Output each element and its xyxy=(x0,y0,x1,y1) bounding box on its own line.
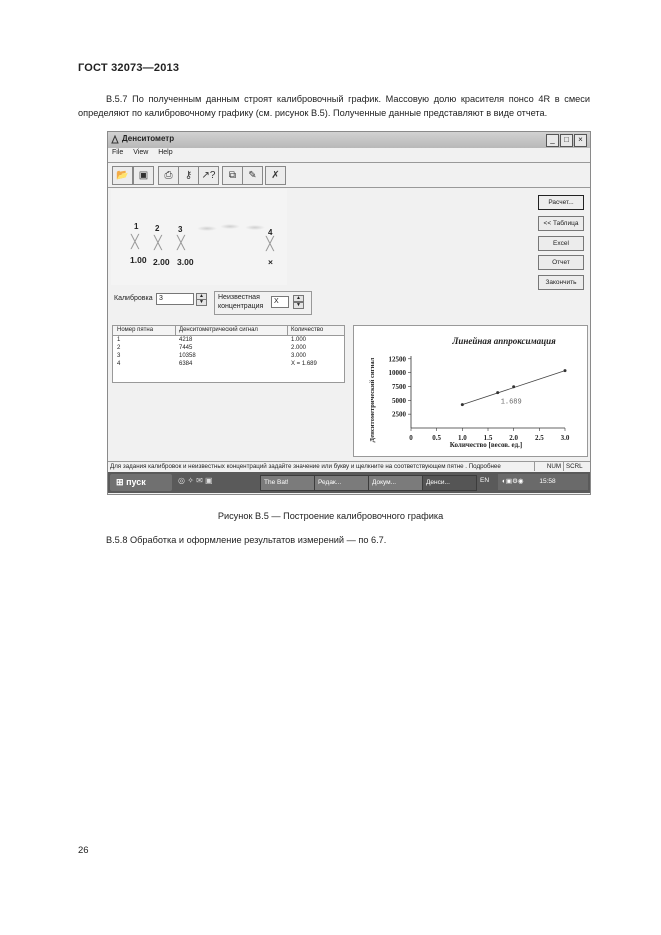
results-table[interactable] xyxy=(112,325,345,383)
menu-help[interactable]: Help xyxy=(158,149,173,156)
quicklaunch-icons[interactable]: ◎ ✧ ✉ ▣ xyxy=(178,476,213,485)
calibration-chart xyxy=(353,325,588,457)
windows-icon: ⊞ xyxy=(116,477,124,487)
chart-title: Линейная аппроксимация xyxy=(452,336,556,346)
table-cell: 4218 xyxy=(179,337,193,343)
report-button[interactable]: Отчет xyxy=(538,255,584,270)
table-cell: 10358 xyxy=(179,353,196,359)
table-cell: 3 xyxy=(117,353,121,359)
edit-icon[interactable]: ✎ xyxy=(242,166,263,185)
spot-value: 3.00 xyxy=(177,257,194,267)
spot-value: 2.00 xyxy=(153,257,170,267)
menu-view[interactable]: View xyxy=(133,149,149,156)
print-icon[interactable]: ⎙ xyxy=(158,166,179,185)
help-icon[interactable]: ↗? xyxy=(198,166,219,185)
table-cell: 3.000 xyxy=(291,353,307,359)
data-point xyxy=(496,391,499,394)
column-header: Номер пятна xyxy=(117,327,154,333)
unknown-spot-marker: × xyxy=(268,257,273,267)
spot-streak xyxy=(197,226,217,231)
table-cell: 7445 xyxy=(179,345,193,351)
spin-up-icon[interactable]: ▲ xyxy=(293,295,304,302)
page-number: 26 xyxy=(78,845,89,856)
close-button[interactable]: × xyxy=(574,134,587,147)
x-tick-label: 2.0 xyxy=(509,434,519,442)
unknown-input[interactable]: X xyxy=(271,296,289,308)
system-tray xyxy=(498,474,588,490)
x-axis-label: Количество [весов. ед.] xyxy=(449,441,523,449)
document-header: ГОСТ 32073—2013 xyxy=(78,62,180,74)
tray-icons[interactable]: ◐▣⚙◉ xyxy=(502,478,524,485)
table-cell: 4 xyxy=(117,361,121,367)
y-tick-label: 5000 xyxy=(392,396,406,405)
y-axis-label: Денситометрический сигнал xyxy=(369,357,376,443)
status-text: Для задания калибровок и неизвестных концентраций задайте значение или букву и щелкните на соответствующем пятне . Подробнее xyxy=(110,463,501,470)
spot-streak xyxy=(220,224,240,229)
column-header: Денситометрический сигнал xyxy=(179,327,258,333)
spin-up-icon[interactable]: ▲ xyxy=(196,293,207,300)
table-cell: X = 1.689 xyxy=(291,361,317,367)
chart-svg xyxy=(354,326,587,456)
unknown-label: Неизвестная xyxy=(218,294,260,301)
clock: 15:58 xyxy=(539,478,556,485)
column-header: Количество xyxy=(291,327,324,333)
finish-button[interactable]: Закончить xyxy=(538,275,584,290)
task-thebat[interactable]: The Bat! xyxy=(260,475,315,491)
plate-image[interactable] xyxy=(111,189,287,285)
x-tick-label: 1.0 xyxy=(457,434,467,442)
menu-bar xyxy=(108,149,590,161)
spot-mark: ╳ xyxy=(154,235,162,250)
table-header xyxy=(113,326,344,336)
maximize-button[interactable]: □ xyxy=(560,134,573,147)
y-tick-label: 7500 xyxy=(392,382,406,391)
spot-mark: ╳ xyxy=(131,234,139,249)
x-tick-label: 0.5 xyxy=(432,434,442,442)
toolbar xyxy=(108,162,590,188)
spot-value: 1.00 xyxy=(130,255,147,265)
task-densitometer[interactable]: Денси... xyxy=(422,475,477,491)
point-annotation: 1.689 xyxy=(500,398,522,407)
spot-number: 3 xyxy=(178,225,183,234)
menu-file[interactable]: File xyxy=(112,149,124,156)
task-editor[interactable]: Редак... xyxy=(314,475,369,491)
app-icon xyxy=(111,135,119,144)
start-button[interactable] xyxy=(110,474,172,491)
spot-mark: ╳ xyxy=(177,235,185,250)
x-tick-label: 0 xyxy=(409,434,413,442)
spot-number: 1 xyxy=(134,222,139,231)
open-icon[interactable]: 📂 xyxy=(112,166,133,185)
data-point xyxy=(512,385,515,388)
spot-number: 4 xyxy=(268,228,273,237)
spot-number: 2 xyxy=(155,224,160,233)
save-icon[interactable]: ▣ xyxy=(133,166,154,185)
unknown-label: концентрация xyxy=(218,303,264,310)
excel-button[interactable]: Excel xyxy=(538,236,584,251)
calibration-input[interactable]: 3 xyxy=(156,293,194,305)
table-cell: 6384 xyxy=(179,361,193,367)
spin-down-icon[interactable]: ▼ xyxy=(196,299,207,306)
x-tick-label: 3.0 xyxy=(560,434,570,442)
unknown-concentration-group xyxy=(214,291,312,315)
minimize-button[interactable]: _ xyxy=(546,134,559,147)
scrl-indicator: SCRL xyxy=(563,462,592,471)
calc-button[interactable]: Расчет... xyxy=(538,195,584,210)
window-titlebar xyxy=(108,132,590,148)
status-bar xyxy=(108,461,590,472)
figure-caption: Рисунок В.5 — Построение калибровочного графика xyxy=(217,511,444,521)
densitometer-window xyxy=(107,131,591,495)
data-point xyxy=(461,403,464,406)
table-cell: 2 xyxy=(117,345,121,351)
spot-streak xyxy=(245,225,265,230)
spin-down-icon[interactable]: ▼ xyxy=(293,302,304,309)
taskbar xyxy=(108,472,590,493)
copy-icon[interactable]: ⧉ xyxy=(222,166,243,185)
table-cell: 1.000 xyxy=(291,337,307,343)
num-indicator: NUM xyxy=(534,462,561,471)
key-icon[interactable]: ⚷ xyxy=(178,166,199,185)
cancel-icon[interactable]: ✗ xyxy=(265,166,286,185)
table-cell: 1 xyxy=(117,337,121,343)
y-tick-label: 12500 xyxy=(388,355,406,364)
data-point xyxy=(564,369,567,372)
y-tick-label: 10000 xyxy=(388,369,406,378)
x-tick-label: 1.5 xyxy=(483,434,493,442)
start-label: пуск xyxy=(126,477,146,487)
table-cell: 2.000 xyxy=(291,345,307,351)
x-tick-label: 2.5 xyxy=(534,434,544,442)
language-indicator[interactable]: EN xyxy=(480,477,490,484)
paragraph-b58: В.5.8 Обработка и оформление результатов измерений — по 6.7. xyxy=(106,535,387,545)
table-button[interactable]: << Таблица xyxy=(538,216,584,231)
window-title: Денситометр xyxy=(122,134,175,143)
y-tick-label: 2500 xyxy=(392,410,406,419)
paragraph-b57: В.5.7 По полученным данным строят калибровочный график. Массовую долю красителя понсо 4R в смеси определяют по калибровочному графику (см. рисунок В.5). Полученные данные представляют в виде отчета. xyxy=(78,94,590,118)
spot-mark: ╳ xyxy=(266,236,274,251)
calibration-label: Калибровка xyxy=(114,295,153,302)
task-document[interactable]: Докум... xyxy=(368,475,423,491)
